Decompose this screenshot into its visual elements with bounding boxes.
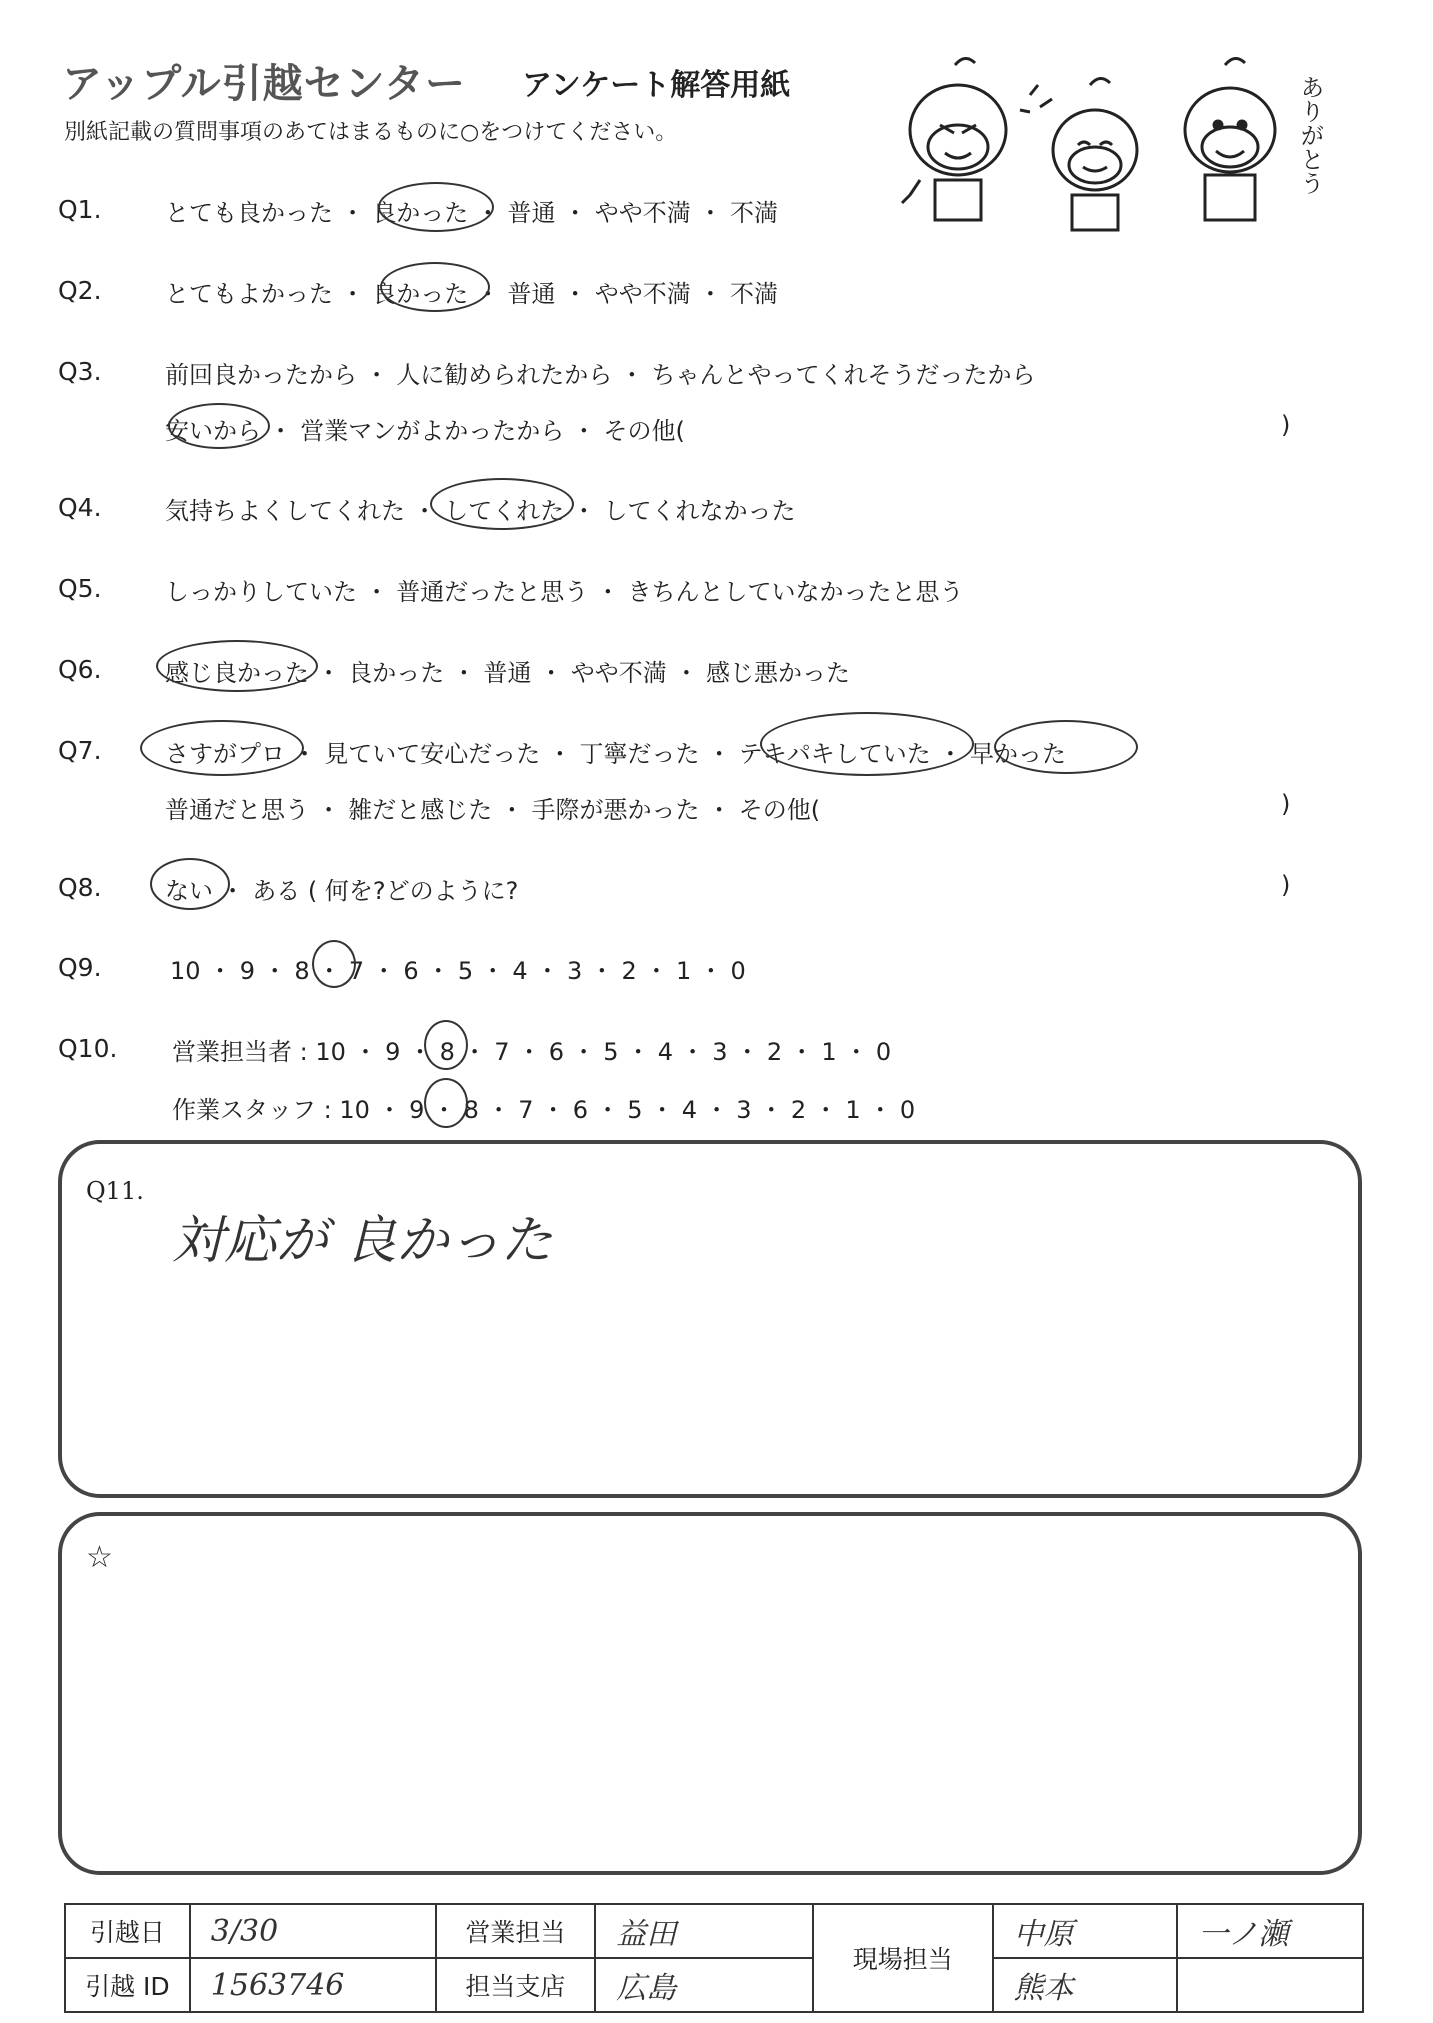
q3-close-paren: ) (1281, 411, 1291, 439)
q10-label: Q10. (58, 1034, 118, 1063)
site-staff-1: 中原 (993, 1904, 1178, 1958)
answer-circle (312, 940, 356, 988)
q1-label: Q1. (58, 195, 102, 224)
answer-circle (168, 403, 270, 449)
moving-id-value: 1563746 (190, 1958, 436, 2012)
q4-label: Q4. (58, 493, 102, 522)
q9-options: 10 ・ 9 ・ 8 ・ 7 ・ 6 ・ 5 ・ 4 ・ 3 ・ 2 ・ 1 ・ 0 (170, 957, 746, 985)
q3-label: Q3. (58, 357, 102, 386)
mascot-caption: ありがとう (1296, 75, 1324, 195)
sales-staff-label: 営業担当 (436, 1904, 596, 1958)
answer-circle (424, 1020, 468, 1070)
moving-id-label: 引越 ID (65, 1958, 190, 2012)
branch-value: 広島 (595, 1958, 813, 2012)
answer-circle (140, 720, 304, 776)
answer-circle (150, 858, 230, 910)
q4-options: 気持ちよくしてくれた ・ してくれた ・ してくれなかった (165, 497, 796, 525)
free-comment-box (58, 1512, 1362, 1875)
answer-circle (430, 478, 574, 530)
q6-options: 感じ良かった ・ 良かった ・ 普通 ・ やや不満 ・ 感じ悪かった (165, 659, 851, 687)
instruction-text: 別紙記載の質問事項のあてはまるものに○をつけてください。 (64, 120, 678, 145)
answer-circle (156, 640, 318, 692)
q1-options: とても良かった ・ 良かった ・ 普通 ・ やや不満 ・ 不満 (165, 199, 779, 227)
answer-circle (424, 1078, 468, 1128)
moving-date-value: 3/30 (190, 1904, 436, 1958)
q5-label: Q5. (58, 574, 102, 603)
q6-label: Q6. (58, 655, 102, 684)
mascot-illustration (900, 55, 1350, 240)
moving-date-label: 引越日 (65, 1904, 190, 1958)
q5-options: しっかりしていた ・ 普通だったと思う ・ きちんとしていなかったと思う (165, 578, 964, 606)
answer-circle (378, 182, 494, 232)
q3-options-line2: 安いから ・ 営業マンがよかったから ・ その他( (165, 417, 685, 445)
empty-cell (1177, 1958, 1363, 2012)
q8-close-paren: ) (1281, 871, 1291, 899)
answer-circle (760, 712, 974, 776)
sales-staff-value: 益田 (595, 1904, 813, 1958)
q7-close-paren: ) (1281, 790, 1291, 818)
footer-info-table (64, 1903, 1364, 2013)
star-icon: ☆ (86, 1540, 113, 1575)
q8-label: Q8. (58, 873, 102, 902)
q2-options: とてもよかった ・ 良かった ・ 普通 ・ やや不満 ・ 不満 (165, 280, 779, 308)
q7-options-line1: さすがプロ ・ 見ていて安心だった ・ 丁寧だった ・ テキパキしていた ・ 早かった (165, 740, 1067, 768)
site-staff-2: 一ノ瀬 (1177, 1904, 1363, 1958)
answer-circle (380, 262, 490, 312)
q11-comment-box (58, 1140, 1362, 1498)
q2-label: Q2. (58, 276, 102, 305)
site-staff-label: 現場担当 (813, 1904, 993, 2012)
q10-staff-row: 作業スタッフ : 10 ・ 9 ・ 8 ・ 7 ・ 6 ・ 5 ・ 4 ・ 3 ・ 2 ・ 1 ・ 0 (172, 1096, 916, 1124)
q3-options-line1: 前回良かったから ・ 人に勧められたから ・ ちゃんとやってくれそうだったから (165, 361, 1036, 389)
site-staff-3: 熊本 (993, 1958, 1178, 2012)
q7-label: Q7. (58, 736, 102, 765)
answer-circle (994, 720, 1138, 774)
form-subtitle: アンケート解答用紙 (522, 68, 791, 103)
branch-label: 担当支店 (436, 1958, 596, 2012)
q10-sales-row: 営業担当者 : 10 ・ 9 ・ 8 ・ 7 ・ 6 ・ 5 ・ 4 ・ 3 ・ 2 ・ 1 ・ 0 (172, 1038, 892, 1066)
q9-label: Q9. (58, 953, 102, 982)
q11-label: Q11. (86, 1177, 144, 1205)
q11-handwritten-comment: 対応が 良かった (172, 1211, 553, 1271)
q8-options: ない ・ ある ( 何を?どのように? (165, 877, 519, 905)
company-title: アップル引越センター (62, 61, 466, 107)
q7-options-line2: 普通だと思う ・ 雑だと感じた ・ 手際が悪かった ・ その他( (165, 796, 821, 824)
